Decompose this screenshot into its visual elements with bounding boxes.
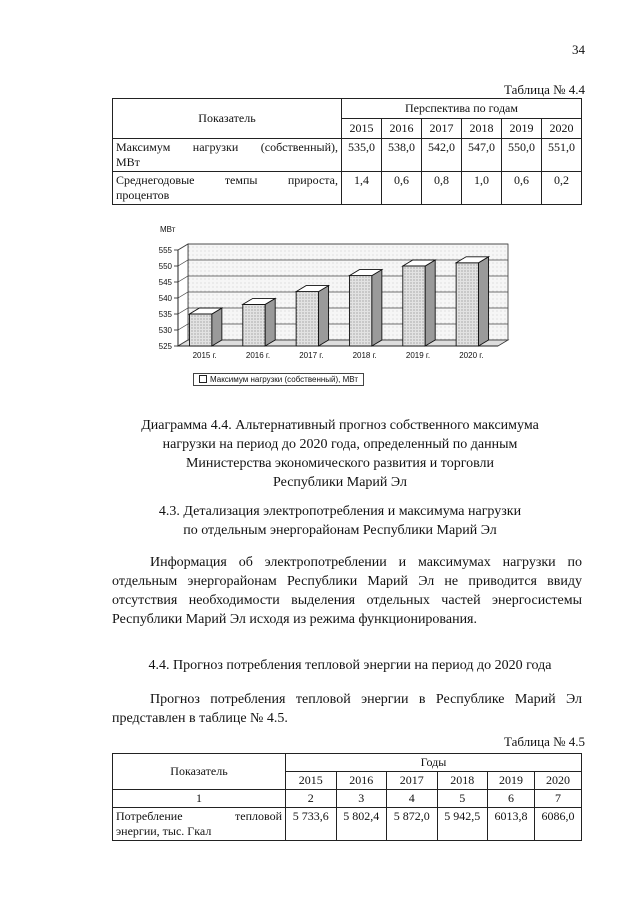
value-cell: 0,2: [542, 172, 582, 205]
value-cell: 1,0: [462, 172, 502, 205]
value-cell: 5 733,6: [286, 808, 337, 841]
bar: [189, 314, 211, 346]
column-number: 1: [113, 790, 286, 808]
value-cell: 1,4: [342, 172, 382, 205]
x-tick-label: 2020 г.: [459, 351, 484, 360]
page-number: 34: [572, 42, 585, 57]
y-tick-label: 535: [158, 310, 172, 319]
value-cell: 5 872,0: [387, 808, 438, 841]
row-label: Максимум нагрузки (собственный), МВт: [113, 139, 342, 172]
bar-side: [479, 257, 489, 346]
legend-swatch: [199, 375, 207, 383]
numbering-row: [113, 790, 582, 808]
x-tick-label: 2018 г.: [352, 351, 377, 360]
value-cell: 551,0: [542, 139, 582, 172]
bar-chart: [140, 222, 540, 368]
year-cell: 2017: [387, 772, 438, 790]
y-tick-label: 555: [158, 246, 172, 255]
row-label: Среднегодовые темпы прироста, процентов: [113, 172, 342, 205]
section-4-4-text: Прогноз потребления тепловой энергии в Республике Марий Эл представлен в таблице № 4.5.: [112, 692, 582, 726]
year-cell: 2016: [382, 119, 422, 139]
bar: [456, 263, 478, 346]
x-tick-label: 2019 г.: [405, 351, 431, 360]
header-perspective: Перспектива по годам: [342, 99, 582, 119]
value-cell: 5 802,4: [336, 808, 387, 841]
bar: [349, 276, 371, 346]
bar-side: [372, 270, 382, 346]
year-cell: 2015: [342, 119, 382, 139]
value-cell: 6086,0: [534, 808, 581, 841]
x-tick-label: 2016 г.: [245, 351, 271, 360]
value-cell: 0,6: [382, 172, 422, 205]
year-cell: 2018: [462, 119, 502, 139]
year-cell: 2018: [437, 772, 488, 790]
value-cell: 535,0: [342, 139, 382, 172]
bar-side: [319, 286, 329, 346]
table-row: [113, 139, 582, 172]
diagram-caption: Диаграмма 4.4. Альтернативный прогноз собственного максимума нагрузки на период до 2020 года, определенный по данным Министерства экономического развития и торговли Республики Марий Эл: [141, 418, 539, 490]
bar: [403, 266, 425, 346]
value-cell: 538,0: [382, 139, 422, 172]
legend-label: Максимум нагрузки (собственный), МВт: [210, 375, 359, 384]
table-4-5-caption: Таблица № 4.5: [503, 734, 585, 749]
bar-side: [265, 298, 275, 346]
year-cell: 2020: [542, 119, 582, 139]
column-number: 7: [534, 790, 581, 808]
table-row: [113, 808, 582, 841]
y-axis-label: МВт: [160, 225, 176, 234]
year-cell: 2020: [534, 772, 581, 790]
header-years: Годы: [286, 754, 582, 772]
column-number: 5: [437, 790, 488, 808]
value-cell: 0,6: [502, 172, 542, 205]
section-4-3-text: Информация об электропотреблении и максимумах нагрузки по отдельным энергорайонам Республики Марий Эл не приводится ввиду отсутствия необходимости выделения отдельных частей энергосистемы Республики Марий Эл исходя из режима функционирования.: [112, 555, 582, 627]
value-cell: 547,0: [462, 139, 502, 172]
y-tick-label: 540: [158, 294, 172, 303]
y-tick-label: 525: [158, 342, 172, 351]
x-tick-label: 2015 г.: [192, 351, 217, 360]
year-cell: 2019: [488, 772, 535, 790]
y-tick-label: 530: [158, 326, 172, 335]
bar-side: [212, 308, 222, 346]
header-indicator: Показатель: [113, 754, 286, 790]
table-4-4: [112, 98, 582, 205]
y-tick-label: 545: [158, 278, 172, 287]
table-row: [113, 172, 582, 205]
y-tick-label: 550: [158, 262, 172, 271]
header-indicator: Показатель: [113, 99, 342, 139]
value-cell: 542,0: [422, 139, 462, 172]
column-number: 3: [336, 790, 387, 808]
section-4-4-heading: 4.4. Прогноз потребления тепловой энергии на период до 2020 года: [148, 658, 552, 673]
column-number: 2: [286, 790, 337, 808]
table-4-4-caption: Таблица № 4.4: [503, 82, 585, 97]
year-cell: 2019: [502, 119, 542, 139]
bar-side: [425, 260, 435, 346]
value-cell: 5 942,5: [437, 808, 488, 841]
bar: [243, 304, 265, 346]
x-tick-label: 2017 г.: [299, 351, 324, 360]
column-number: 4: [387, 790, 438, 808]
year-cell: 2016: [336, 772, 387, 790]
column-number: 6: [488, 790, 535, 808]
table-4-5: [112, 753, 582, 841]
bar: [296, 292, 318, 346]
year-cell: 2017: [422, 119, 462, 139]
year-cell: 2015: [286, 772, 337, 790]
chart-legend: [193, 373, 364, 386]
value-cell: 6013,8: [488, 808, 535, 841]
row-label: Потребление тепловой энергии, тыс. Гкал: [113, 808, 286, 841]
section-4-3-heading: 4.3. Детализация электропотребления и максимума нагрузки по отдельным энергорайонам Республики Марий Эл: [158, 504, 522, 538]
value-cell: 0,8: [422, 172, 462, 205]
value-cell: 550,0: [502, 139, 542, 172]
